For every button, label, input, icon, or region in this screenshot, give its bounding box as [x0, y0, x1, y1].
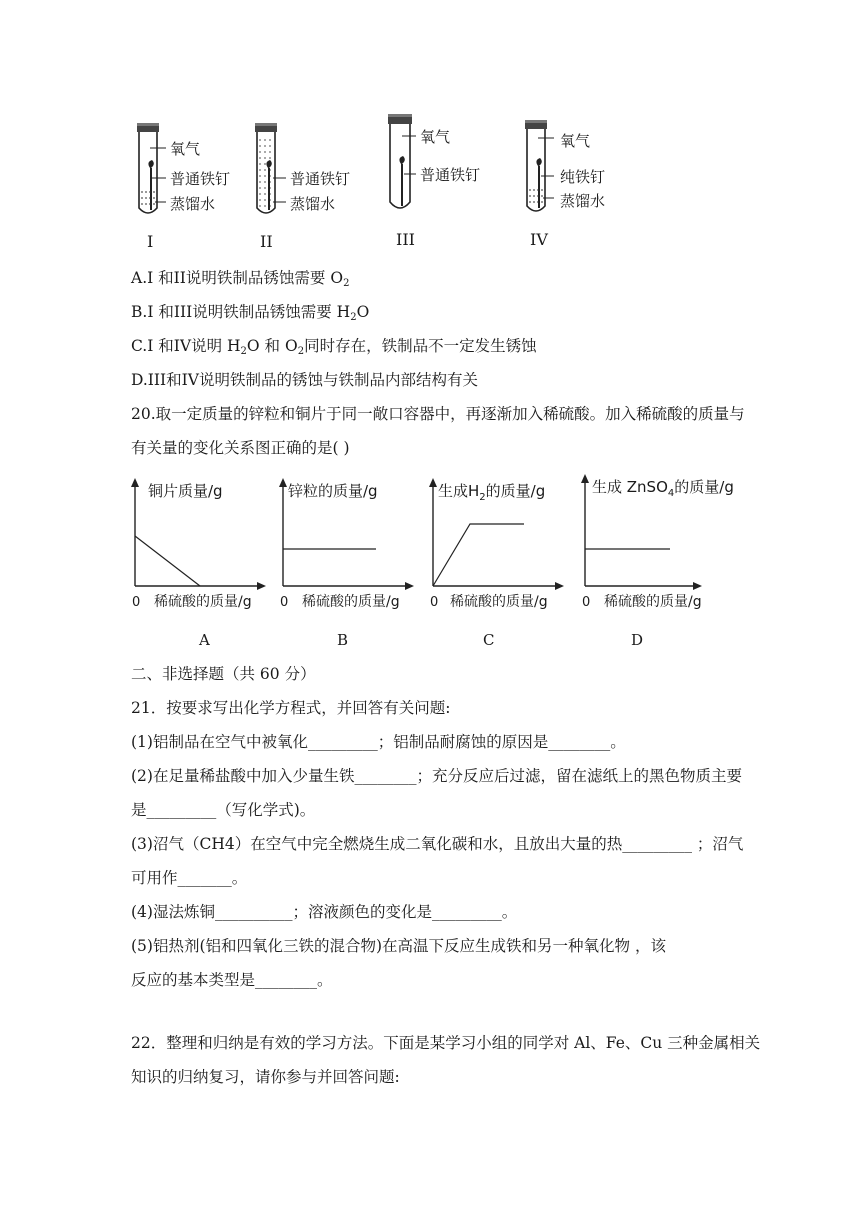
- test-tube-4: [525, 120, 554, 211]
- graph-c-origin: 0: [430, 595, 439, 610]
- tube2-label-water: 蒸馏水: [290, 195, 336, 213]
- q21-part2-line1: (2)在足量稀盐酸中加入少量生铁________；充分反应后过滤，留在滤纸上的黑色物质主要: [131, 767, 742, 785]
- graph-a-xlabel: 稀硫酸的质量/g: [154, 594, 252, 610]
- graph-b-xlabel: 稀硫酸的质量/g: [302, 594, 400, 610]
- q21-part1: (1)铝制品在空气中被氧化_________；铝制品耐腐蚀的原因是________。: [131, 733, 626, 751]
- q21-part5-line1: (5)铝热剂(铝和四氧化三铁的混合物)在高温下反应生成铁和另一种氧化物 ，该: [131, 937, 666, 955]
- q22-stem-line1: 22．整理和归纳是有效的学习方法。下面是某学习小组的同学对 Al、Fe、Cu 三种金属相关: [131, 1034, 761, 1052]
- graph-c-ylabel: 生成$H_2$的质量/g: [438, 482, 546, 503]
- graph-a-letter: A: [199, 631, 210, 649]
- q20-stem-line2: 有关量的变化关系图正确的是( ): [131, 439, 350, 457]
- tube4-numeral: IV: [530, 230, 548, 249]
- graph-b-ylabel: 锌粒的质量/g: [288, 482, 378, 500]
- option-19c: C.I 和IV说明 $H_2O$ 和 $O_2$同时存在，铁制品不一定发生锈蚀: [131, 337, 537, 357]
- test-tube-3: [388, 114, 416, 208]
- tube1-label-water: 蒸馏水: [170, 195, 216, 213]
- graph-d-letter: D: [631, 631, 644, 649]
- tube2-numeral: II: [260, 232, 273, 251]
- option-19a: A.I 和II说明铁制品锈蚀需要 $O_2$: [131, 269, 350, 289]
- option-19b: B.I 和III说明铁制品锈蚀需要 $H_2O$: [131, 303, 370, 323]
- graph-d-ylabel: 生成 ZnSO$_4$的质量/g: [592, 478, 734, 499]
- q21-part5-line2: 反应的基本类型是________。: [131, 971, 333, 989]
- section-heading: 二、非选择题（共 60 分）: [131, 665, 316, 683]
- tube1-numeral: I: [147, 232, 154, 251]
- test-tube-1: [137, 123, 166, 213]
- graph-a: [118, 474, 268, 619]
- test-tube-2: [255, 123, 286, 213]
- graph-d: [568, 470, 738, 619]
- graph-b-origin: 0: [280, 595, 289, 610]
- q21-part4: (4)湿法炼铜__________；溶液颜色的变化是_________。: [131, 903, 518, 921]
- graph-b-letter: B: [337, 631, 349, 649]
- graph-c-letter: C: [483, 631, 495, 649]
- tube2-label-nail: 普通铁钉: [290, 170, 351, 188]
- q21-part2-line2: 是_________（写化学式)。: [131, 801, 316, 819]
- graph-a-ylabel: 铜片质量/g: [148, 482, 223, 500]
- tube3-label-nail: 普通铁钉: [420, 166, 481, 184]
- tube3-label-oxygen: 氧气: [420, 128, 451, 146]
- graph-a-origin: 0: [132, 595, 141, 610]
- tube4-label-oxygen: 氧气: [560, 132, 591, 150]
- tube1-label-oxygen: 氧气: [170, 140, 201, 158]
- q21-stem: 21．按要求写出化学方程式，并回答有关问题:: [131, 699, 451, 717]
- graph-b: [266, 474, 416, 619]
- q21-part3-line1: (3)沼气（CH4）在空气中完全燃烧生成二氧化碳和水，且放出大量的热_________ ；沼气: [131, 835, 744, 853]
- q21-part3-line2: 可用作_______。: [131, 869, 248, 887]
- q20-stem-line1: 20.取一定质量的锌粒和铜片于同一敞口容器中，再逐渐加入稀硫酸。加入稀硫酸的质量与: [131, 405, 745, 423]
- graph-c: [416, 474, 566, 619]
- graph-d-origin: 0: [582, 595, 591, 610]
- graph-a-line: [135, 536, 200, 586]
- tube3-numeral: III: [396, 230, 415, 249]
- tube1-label-nail: 普通铁钉: [170, 170, 231, 188]
- option-19d: D.III和IV说明铁制品的锈蚀与铁制品内部结构有关: [131, 371, 478, 389]
- tube4-label-water: 蒸馏水: [560, 192, 606, 210]
- graph-c-line: [433, 524, 524, 586]
- graph-d-xlabel: 稀硫酸的质量/g: [604, 594, 702, 610]
- graph-c-xlabel: 稀硫酸的质量/g: [450, 594, 548, 610]
- q22-stem-line2: 知识的归纳复习，请你参与并回答问题:: [131, 1068, 400, 1086]
- tube4-label-nail: 纯铁钉: [560, 168, 606, 186]
